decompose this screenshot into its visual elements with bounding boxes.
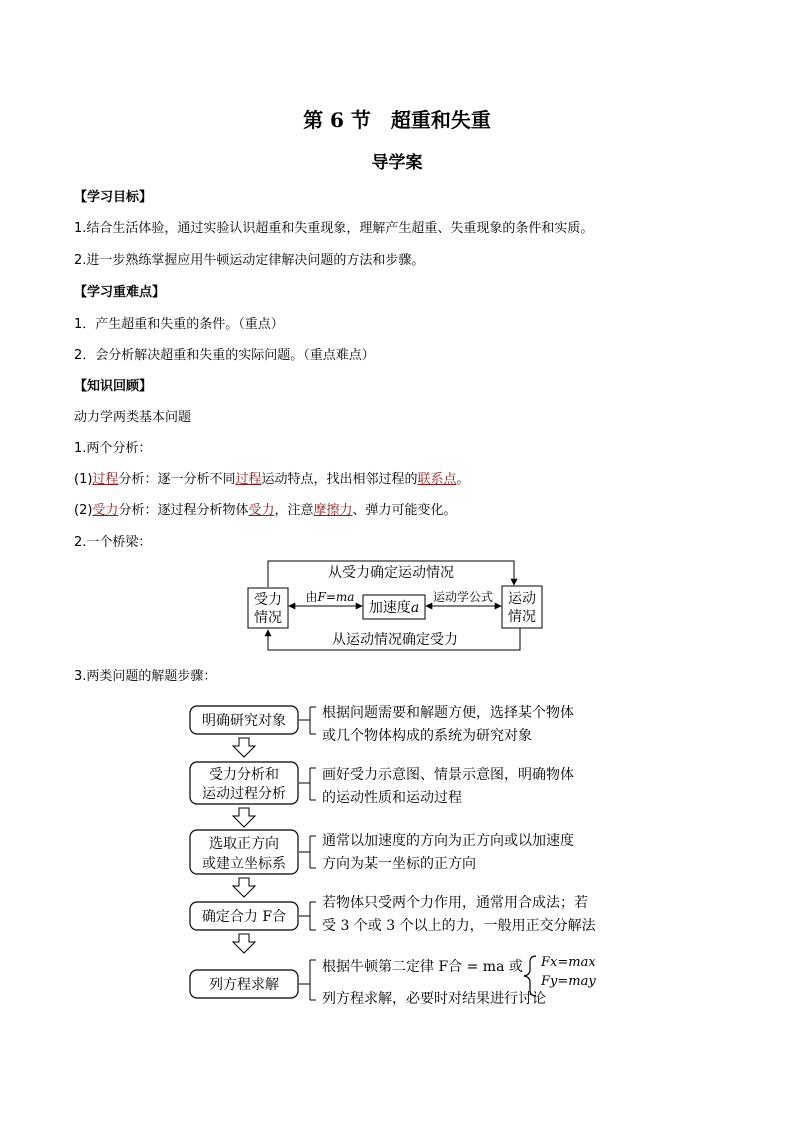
box-motion-line1: 运动 (508, 591, 536, 607)
flow-step-label: 受力分析和 (209, 767, 279, 783)
box-acceleration-label: 加速度a (368, 600, 420, 616)
keyword: 联系点 (417, 472, 457, 487)
box-force-line1: 受力 (254, 592, 282, 608)
bridge-diagram (248, 561, 542, 650)
steps-title: 3.两类问题的解题步骤： (74, 669, 217, 684)
text: 运动特点，找出相邻过程的 (261, 472, 418, 487)
flow-down-arrow (233, 808, 255, 827)
flow-down-arrow (233, 878, 255, 897)
flow-step-desc: 通常以加速度的方向为正方向或以加速度 (322, 833, 574, 849)
flow-bracket (299, 960, 316, 1000)
flow-step-desc: 若物体只受两个力作用，通常用合成法；若 (322, 895, 588, 911)
flow-step-label: 选取正方向 (209, 836, 279, 852)
box-force-line2: 情况 (254, 610, 282, 626)
section-heading-keypoints: 【学习重难点】 (74, 285, 166, 300)
flow-down-arrow (233, 934, 255, 953)
equation-fx: Fx=max (541, 955, 596, 970)
keyword: 受力 (92, 503, 119, 518)
page-subtitle: 导学案 (371, 153, 423, 173)
goal-item: 1.结合生活体验，通过实验认识超重和失重现象，理解产生超重、失重现象的条件和实质。 (74, 221, 594, 236)
flow-diagram (190, 704, 597, 1007)
flow-step-desc: 根据牛顿第二定律 F合 = ma 或 (322, 959, 523, 975)
text: 分析：逐过程分析物体 (118, 503, 249, 518)
flow-step-desc: 方向为某一坐标的正方向 (322, 856, 476, 872)
equation-fy: Fy=may (541, 974, 596, 989)
top-label: 从受力确定运动情况 (328, 565, 454, 581)
page-title: 第 6 节 超重和失重 (303, 108, 491, 132)
box-motion-line2: 情况 (508, 609, 536, 625)
flow-step-desc: 受 3 个或 3 个以上的力，一般用正交分解法 (322, 918, 596, 934)
keyword: 过程 (235, 472, 262, 487)
review-intro: 动力学两类基本问题 (74, 410, 192, 425)
equation-brace (524, 956, 536, 996)
flow-step-label: 明确研究对象 (202, 713, 286, 729)
keyword: 过程 (92, 472, 119, 487)
flow-bracket (299, 707, 316, 734)
goal-item: 2.进一步熟练掌握应用牛顿运动定律解决问题的方法和步骤。 (74, 253, 425, 268)
flow-step-label: 或建立坐标系 (202, 856, 286, 872)
flow-step-desc: 根据问题需要和解题方便，选择某个物体 (322, 705, 574, 721)
bridge-title: 2.一个桥梁： (74, 535, 152, 550)
keypoint-item: 2．会分析解决超重和失重的实际问题。（重点难点） (74, 348, 375, 363)
text: 分析：逐一分析不同 (118, 472, 236, 487)
flow-bracket (299, 836, 316, 868)
text: (1) (74, 472, 93, 487)
right-arrow-label: 运动学公式 (432, 590, 494, 604)
flow-step-desc: 列方程求解，必要时对结果进行讨论 (322, 991, 546, 1007)
text: ，注意 (274, 503, 314, 518)
flow-step-desc: 的运动性质和运动过程 (322, 790, 462, 806)
flow-step-desc: 画好受力示意图、情景示意图，明确物体 (322, 767, 574, 783)
text: (2) (74, 503, 93, 518)
left-arrow-label: 由F=ma (305, 590, 355, 604)
flow-step-label: 运动过程分析 (202, 786, 286, 802)
flow-bracket (299, 768, 316, 800)
flow-step-label: 列方程求解 (209, 977, 279, 993)
keyword: 摩擦力 (313, 503, 353, 518)
flow-step-label: 确定合力 F合 (201, 909, 287, 925)
analysis-title: 1.两个分析： (74, 441, 152, 456)
section-heading-review: 【知识回顾】 (74, 379, 153, 394)
flow-step-desc: 或几个物体构成的系统为研究对象 (322, 728, 532, 744)
text: 、弹力可能变化。 (352, 503, 457, 518)
keypoint-item: 1．产生超重和失重的条件。（重点） (74, 317, 284, 332)
keyword: 受力 (248, 503, 275, 518)
text: 。 (456, 472, 470, 487)
bottom-label: 从运动情况确定受力 (332, 632, 458, 648)
flow-down-arrow (233, 738, 255, 757)
section-heading-goals: 【学习目标】 (74, 190, 153, 205)
flow-bracket (299, 902, 316, 930)
